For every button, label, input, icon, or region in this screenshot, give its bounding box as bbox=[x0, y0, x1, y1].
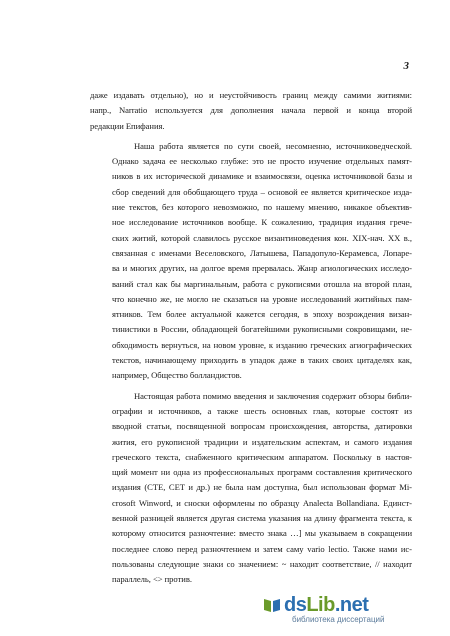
text-line: crosoft Winword, и сноски оформлены по образцу Analecta Bollandiana. Единст- bbox=[112, 497, 412, 508]
text-line: ятников. Тем более актуальной кажется сегодня, в эпоху возрождения визан- bbox=[112, 309, 412, 320]
text-line: Наша работа является по сути своей, несомненно, источниковедческой. bbox=[134, 140, 412, 151]
text-line: ников в их исторической динамике и взаимосвязи, оценка источниковой базы и bbox=[112, 171, 412, 182]
paragraph bbox=[90, 139, 412, 384]
document-body bbox=[90, 88, 412, 593]
page-number: 3 bbox=[403, 60, 409, 72]
paragraph bbox=[90, 389, 412, 588]
text-line: например, Общество болландистов. bbox=[112, 370, 242, 381]
watermark-subtitle: библиотека диссертаций bbox=[292, 615, 385, 624]
text-line: ние текстов, без которого невозможно, по нашему мнению, никакое объектив- bbox=[112, 202, 412, 213]
watermark-logo bbox=[284, 594, 368, 617]
text-line: напр., Narratio используется для дополнения начала первой и конца второй bbox=[90, 105, 412, 116]
book-icon bbox=[262, 596, 282, 614]
paragraph bbox=[90, 88, 412, 134]
text-line: редакции Епифания. bbox=[90, 120, 165, 131]
text-line: даже издавать отдельно), но и неустойчивость границ между самими житиями: bbox=[90, 90, 412, 100]
text-line: пользованы следующие знаки со значением: ~ находит соответствие, // находит bbox=[112, 558, 412, 569]
watermark[interactable] bbox=[284, 594, 436, 626]
text-line: Настоящая работа помимо введения и заключения содержит обзоры библи- bbox=[134, 390, 412, 401]
text-line: венной разницей является другая система указания на длину фрагмента текста, к bbox=[112, 513, 412, 524]
text-line: Однако задача ее несколько глубже: это не просто изучение отдельных памят- bbox=[112, 156, 412, 167]
text-line: которому относится разночтение: вместо знака …] мы указываем в сокращении bbox=[112, 528, 412, 539]
text-line: тинистики в России, обладающей богатейшими рукописными сокровищами, не- bbox=[112, 324, 412, 335]
watermark-net: .net bbox=[334, 594, 369, 616]
text-line: греческого текста, снабженного критическим аппаратом. Поскольку в настоя- bbox=[112, 451, 412, 462]
text-line: последнее слово перед разночтением и затем саму vario lectio. Также нами ис- bbox=[112, 543, 412, 554]
watermark-lib: Lib bbox=[306, 594, 335, 616]
text-line: ских житий, которой славилось русское византиноведения кон. XIX-нач. XX в., bbox=[112, 232, 412, 243]
text-line: вводной статьи, посвященной вопросам происхождения, авторства, датировки bbox=[112, 421, 412, 432]
text-line: ваний стал как бы маргинальным, работа с рукописями отошла на второй план, bbox=[112, 278, 412, 289]
text-line: ва и многих других, на долгое время прервалась. Жанр агиологических исследо- bbox=[112, 263, 412, 274]
text-line: жития, его рукописной традиции и издательским аспектам, и самого издания bbox=[112, 436, 412, 447]
text-line: ографии и источников, а также шесть основных глав, которые состоят из bbox=[112, 405, 412, 416]
text-line: что конечно же, не могло не сказаться на уровне исследований житийных пам- bbox=[112, 293, 412, 304]
text-line: издания (CTE, CET и др.) не была нам доступна, был использован формат Mi- bbox=[112, 482, 412, 493]
text-line: ное исследование источников вообще. К сожалению, традиция издания грече- bbox=[112, 217, 412, 228]
watermark-ds: ds bbox=[284, 594, 307, 616]
text-line: сбор сведений для обобщающего труда – основой ее является критическое изда- bbox=[112, 186, 412, 197]
text-line: щий момент ни одна из профессиональных программ составления критического bbox=[112, 467, 412, 478]
text-line: параллель, <> против. bbox=[112, 574, 192, 585]
text-line: текстов, начинающему приходить в упадок даже в таких своих цитаделях как, bbox=[112, 355, 412, 366]
text-line: обходимость вернуться, на новом уровне, к изданию греческих агиографических bbox=[112, 339, 412, 350]
text-line: связанная с именами Веселовского, Латышева, Пападопуло-Керамевса, Лопаре- bbox=[112, 247, 412, 258]
